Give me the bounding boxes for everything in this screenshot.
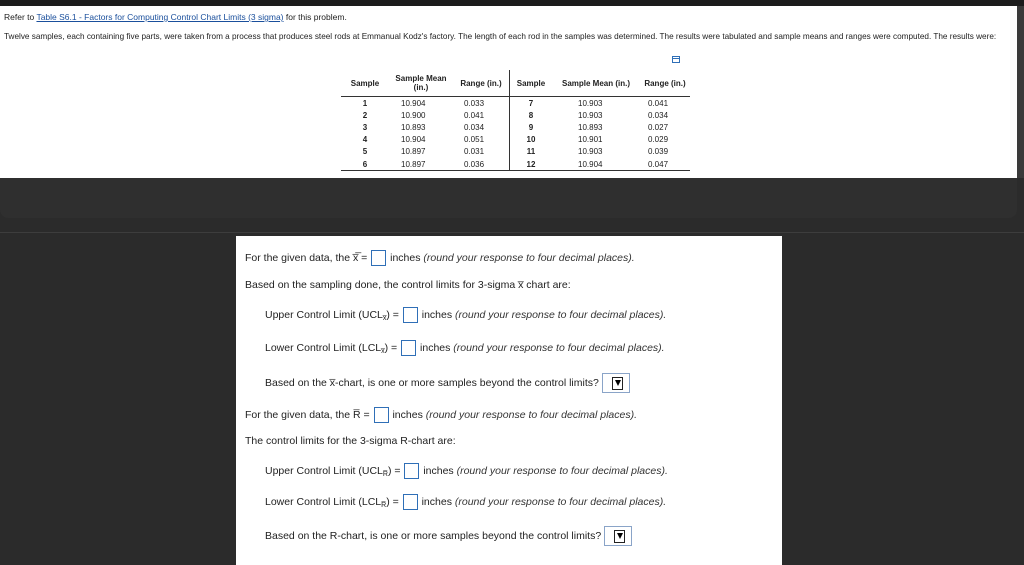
problem-intro: Twelve samples, each containing five parts, were taken from a process that produces steel rods at Emmanual Kodz's factory. The length of each rod in the samples was determined. The results were tabulated and sample means and ranges were computed. The results were: xyxy=(4,32,997,41)
question-ucl-r: Upper Control Limit $(UCL_{R̅})$ = inches (round your response to four decimal places). xyxy=(265,464,668,478)
table-cell: 3 xyxy=(362,122,368,132)
table-cell: 0.027 xyxy=(648,122,669,132)
r-intro: The control limits for the 3-sigma R-chart are: xyxy=(245,435,456,447)
table-cell: 0.034 xyxy=(464,122,485,132)
dropdown-arrow-icon xyxy=(617,533,623,539)
table-header-row xyxy=(341,70,690,97)
table-cell: 5 xyxy=(362,147,368,157)
sample-data-table xyxy=(341,70,690,171)
table-cell: 0.033 xyxy=(464,98,485,108)
table-cell: 0.036 xyxy=(453,158,510,171)
table-cell: 10.893 xyxy=(578,122,603,132)
question-rbar: For the given data, the R̅ = inches (round your response to four decimal places). xyxy=(245,407,637,423)
table-cell: 6 xyxy=(341,158,389,171)
problem-statement-panel xyxy=(0,6,1017,178)
table-cell: 2 xyxy=(362,110,368,120)
table-row xyxy=(341,109,690,121)
table-cell: 10.904 xyxy=(552,158,640,171)
table-cell: 12 xyxy=(510,158,553,171)
table-cell: 10 xyxy=(510,134,553,146)
table-cell: 1 xyxy=(362,98,368,108)
table-cell: 0.029 xyxy=(648,135,669,145)
question-panel xyxy=(236,236,782,565)
header-sample-mean: Sample Mean (in.) xyxy=(389,70,453,97)
header-sample: Sample xyxy=(341,70,389,97)
xchart-beyond-dropdown[interactable] xyxy=(602,373,630,393)
ucl-r-answer-input[interactable] xyxy=(404,463,419,479)
xbar-intro: Based on the sampling done, the control limits for 3-sigma x̅ chart are: xyxy=(245,279,571,291)
question-lcl-r: Lower Control Limit $(LCL_{R̅})$ = inches (round your response to four decimal places). xyxy=(265,495,667,509)
table-cell: 0.051 xyxy=(464,135,485,145)
table-cell: 10.903 xyxy=(578,147,603,157)
panel-divider xyxy=(0,178,1017,218)
table-cell: 0.047 xyxy=(640,158,690,171)
table-row xyxy=(341,158,690,171)
table-cell: 10.900 xyxy=(401,110,426,120)
lcl-r-answer-input[interactable] xyxy=(403,494,418,510)
table-row xyxy=(341,97,690,110)
table-cell: 8 xyxy=(510,109,553,121)
rchart-beyond-dropdown[interactable] xyxy=(604,526,632,546)
table-cell: 0.039 xyxy=(648,147,669,157)
table-cell: 10.903 xyxy=(578,110,603,120)
table-cell: 0.031 xyxy=(464,147,485,157)
rbar-answer-input[interactable] xyxy=(374,407,389,423)
refer-line: Refer to Table S6.1 - Factors for Computing Control Chart Limits (3 sigma) for this problem. xyxy=(4,12,347,22)
table-cell: 9 xyxy=(510,121,553,133)
table-cell: 4 xyxy=(362,135,368,145)
table-cell: 0.041 xyxy=(648,98,669,108)
table-cell: 0.041 xyxy=(464,110,485,120)
copy-table-icon[interactable] xyxy=(672,56,680,63)
table-cell: 10.904 xyxy=(401,98,426,108)
ucl-x-answer-input[interactable] xyxy=(403,307,418,323)
dropdown-arrow-icon xyxy=(615,380,621,386)
header-sample-2: Sample xyxy=(510,70,553,97)
question-xbarbar: For the given data, the x̅̅ = inches (round your response to four decimal places). xyxy=(245,250,635,266)
header-range: Range (in.) xyxy=(453,70,510,97)
panel-separator-line xyxy=(0,232,1024,233)
table-cell: 0.034 xyxy=(648,110,669,120)
table-cell: 11 xyxy=(510,146,553,158)
table-row xyxy=(341,121,690,133)
header-sample-mean-2: Sample Mean (in.) xyxy=(552,70,640,97)
table-cell: 7 xyxy=(510,97,553,110)
table-cell: 10.893 xyxy=(401,122,426,132)
table-cell: 10.897 xyxy=(401,147,426,157)
table-cell: 10.897 xyxy=(389,158,453,171)
table-cell: 10.904 xyxy=(401,135,426,145)
table-cell: 10.901 xyxy=(578,135,603,145)
table-row xyxy=(341,146,690,158)
xbarbar-answer-input[interactable] xyxy=(371,250,386,266)
scrollbar-edge xyxy=(1017,6,1024,178)
lcl-x-answer-input[interactable] xyxy=(401,340,416,356)
question-rchart-beyond: Based on the R-chart, is one or more samples beyond the control limits? xyxy=(265,526,632,546)
header-range-2: Range (in.) xyxy=(640,70,690,97)
table-cell: 10.903 xyxy=(578,98,603,108)
question-ucl-x: Upper Control Limit $(UCL_{x̅})$ = inches (round your response to four decimal places). xyxy=(265,308,667,322)
table-row xyxy=(341,134,690,146)
question-xchart-beyond: Based on the x̅-chart, is one or more samples beyond the control limits? xyxy=(265,373,630,393)
question-lcl-x: Lower Control Limit $(LCL_{x̅})$ = inches (round your response to four decimal places). xyxy=(265,341,665,355)
factors-table-link[interactable]: Table S6.1 - Factors for Computing Control Chart Limits (3 sigma) xyxy=(36,12,284,22)
